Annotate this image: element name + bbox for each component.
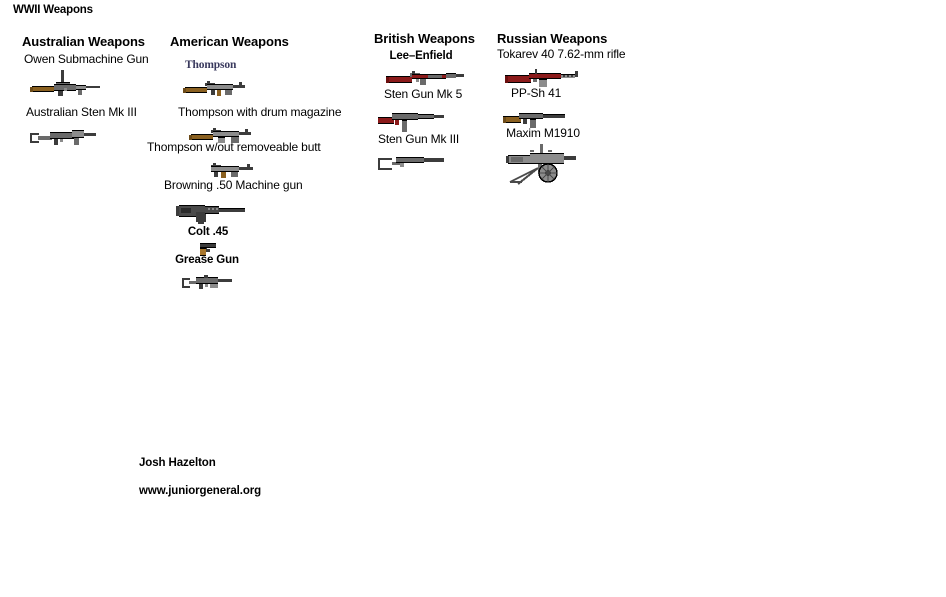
grease-gun-icon	[180, 270, 236, 294]
weapon-label: Sten Gun Mk III	[378, 132, 460, 146]
ppsh-41-icon	[501, 104, 575, 128]
weapon-label: Thompson with drum magazine	[178, 105, 342, 119]
column-heading-american: American Weapons	[170, 34, 289, 49]
column-heading-australian: Australian Weapons	[22, 34, 145, 49]
weapon-grease-gun	[171, 253, 243, 294]
weapon-label: PP-Sh 41	[511, 86, 562, 100]
weapon-maxim-m1910	[497, 126, 589, 186]
thompson-icon	[181, 75, 249, 99]
owen-submachine-gun-icon	[28, 70, 102, 100]
maxim-m1910-icon	[504, 144, 586, 186]
weapon-sten-mk3	[378, 132, 459, 174]
weapon-label: Owen Submachine Gun	[24, 52, 149, 66]
weapon-label: Grease Gun	[175, 254, 239, 266]
weapon-lee-enfield	[382, 49, 468, 88]
column-heading-british: British Weapons	[374, 31, 475, 46]
weapon-label: Thompson	[185, 59, 237, 71]
weapon-thompson-no-butt	[147, 140, 321, 181]
weapon-label: Colt .45	[187, 226, 229, 238]
weapon-label: Sten Gun Mk 5	[384, 87, 463, 101]
weapon-tokarev-40	[497, 47, 625, 89]
australian-sten-mk3-icon	[28, 123, 100, 149]
weapon-label: Australian Sten Mk III	[26, 105, 137, 119]
weapon-label: Maxim M1910	[506, 126, 580, 140]
weapon-owen-submachine-gun	[24, 52, 149, 100]
weapon-ppsh-41	[511, 86, 575, 128]
weapon-label: Thompson w/out removeable butt	[147, 140, 321, 154]
footer-website: www.juniorgeneral.org	[139, 485, 262, 497]
browning-50-icon	[174, 200, 254, 228]
lee-enfield-icon	[384, 66, 468, 88]
sten-mk5-icon	[376, 105, 452, 135]
weapon-thompson	[185, 58, 249, 99]
weapon-sten-mk5	[384, 87, 462, 135]
footer-author: Josh Hazelton	[139, 457, 216, 469]
weapon-label: Tokarev 40 7.62-mm rifle	[497, 47, 626, 61]
sten-mk3-icon	[376, 150, 450, 174]
weapon-label: Lee–Enfield	[389, 50, 453, 62]
weapon-label: Browning .50 Machine gun	[164, 178, 303, 192]
column-heading-russian: Russian Weapons	[497, 31, 608, 46]
page-title: WWII Weapons	[13, 4, 93, 16]
weapon-australian-sten-mk3	[26, 105, 137, 149]
weapon-browning-50	[164, 178, 303, 228]
